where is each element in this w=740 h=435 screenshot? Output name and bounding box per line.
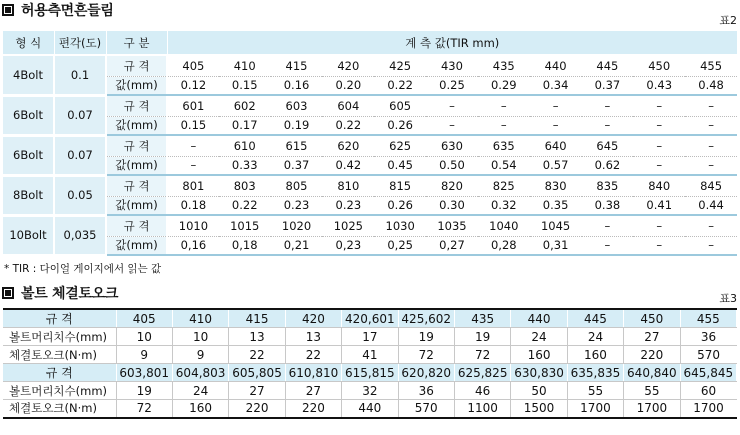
value-cell: 0.34	[530, 76, 582, 95]
row-label-torque: 체결토오크(N·m)	[3, 400, 116, 418]
table2-head-size-row	[3, 382, 737, 400]
value-cell: 0.43	[633, 76, 685, 95]
spec-cell: 815	[374, 175, 426, 196]
spec-cell: –	[633, 95, 685, 116]
value-cell: –	[633, 236, 685, 255]
spec-cell: 605,805	[229, 364, 285, 382]
spec-cell: 603,801	[116, 364, 172, 382]
spec-cell: –	[685, 95, 737, 116]
table1-body	[3, 55, 737, 255]
torque-cell: 9	[116, 346, 172, 364]
head-cell: 19	[454, 328, 510, 346]
torque-cell: 72	[398, 346, 454, 364]
row-label-spec: 규 격	[106, 175, 167, 196]
torque-cell: 220	[285, 400, 341, 418]
spec-cell: 601	[167, 95, 219, 116]
value-cell: 0.23	[322, 196, 374, 215]
head-cell: 10	[172, 328, 228, 346]
spec-cell: 410	[172, 309, 228, 328]
spec-cell: 835	[582, 175, 634, 196]
row-label-spec: 규 격	[3, 364, 116, 382]
head-cell: 24	[511, 328, 567, 346]
table1-spec-row	[3, 215, 737, 236]
value-cell: 0,31	[530, 236, 582, 255]
torque-cell: 9	[172, 346, 228, 364]
head-cell: 27	[285, 382, 341, 400]
spec-cell: 610	[219, 135, 271, 156]
spec-cell: 625	[374, 135, 426, 156]
spec-cell: 645,845	[680, 364, 736, 382]
torque-cell: 22	[229, 346, 285, 364]
table1-spec-row	[3, 135, 737, 156]
head-cell: 36	[398, 382, 454, 400]
square-bullet-icon	[2, 287, 14, 299]
value-cell: 0,21	[271, 236, 323, 255]
square-bullet-icon	[2, 4, 14, 16]
tilt-angle-cell: 0.07	[54, 95, 106, 135]
spec-cell: 620,820	[398, 364, 454, 382]
value-cell: –	[530, 116, 582, 135]
value-cell: 0.37	[582, 76, 634, 95]
head-cell: 50	[511, 382, 567, 400]
value-cell: 0,27	[426, 236, 478, 255]
value-cell: 0.15	[167, 116, 219, 135]
value-cell: –	[633, 156, 685, 175]
spec-cell: 440	[530, 55, 582, 76]
table2-head-size-row	[3, 328, 737, 346]
row-label-value: 값(mm)	[106, 76, 167, 95]
head-cell: 60	[680, 382, 736, 400]
tilt-angle-cell: 0,035	[54, 215, 106, 255]
spec-cell: 645	[582, 135, 634, 156]
spec-cell: –	[685, 135, 737, 156]
head-cell: 17	[342, 328, 398, 346]
spec-cell: 1015	[219, 215, 271, 236]
value-cell: –	[582, 236, 634, 255]
spec-cell: 1045	[530, 215, 582, 236]
spec-cell: 450	[624, 309, 680, 328]
value-cell: 0.15	[219, 76, 271, 95]
spec-cell: 640,840	[624, 364, 680, 382]
value-cell: 0.25	[426, 76, 478, 95]
value-cell: 0.50	[426, 156, 478, 175]
spec-cell: 1030	[374, 215, 426, 236]
torque-cell: 440	[342, 400, 398, 418]
tir-measurement-table	[3, 31, 737, 257]
head-cell: 24	[567, 328, 623, 346]
bolt-type-cell: 4Bolt	[3, 55, 54, 95]
value-cell: 0,25	[374, 236, 426, 255]
header-type: 형 식	[3, 31, 54, 55]
row-label-spec: 규 격	[3, 309, 116, 328]
spec-cell: –	[633, 215, 685, 236]
torque-cell: 570	[398, 400, 454, 418]
torque-cell: 160	[567, 346, 623, 364]
table1-value-row	[3, 236, 737, 255]
torque-cell: 570	[680, 346, 736, 364]
header-tilt: 편각(도)	[54, 31, 106, 55]
value-cell: 0.23	[271, 196, 323, 215]
tilt-angle-cell: 0.1	[54, 55, 106, 95]
row-label-value: 값(mm)	[106, 196, 167, 215]
spec-cell: 450	[633, 55, 685, 76]
spec-cell: 410	[219, 55, 271, 76]
value-cell: 0.12	[167, 76, 219, 95]
value-cell: 0.54	[478, 156, 530, 175]
spec-cell: 830	[530, 175, 582, 196]
row-label-head: 볼트머리치수(mm)	[3, 382, 116, 400]
spec-cell: 455	[685, 55, 737, 76]
table2-body	[3, 309, 737, 418]
head-cell: 13	[285, 328, 341, 346]
tilt-angle-cell: 0.05	[54, 175, 106, 215]
value-cell: 0.48	[685, 76, 737, 95]
table2-number: 표3	[719, 292, 737, 305]
torque-cell: 1700	[624, 400, 680, 418]
value-cell: –	[167, 156, 219, 175]
head-cell: 36	[680, 328, 736, 346]
head-cell: 19	[398, 328, 454, 346]
spec-cell: –	[582, 95, 634, 116]
spec-cell: –	[530, 95, 582, 116]
value-cell: 0.45	[374, 156, 426, 175]
value-cell: 0.62	[582, 156, 634, 175]
spec-cell: 605	[374, 95, 426, 116]
spec-cell: 1020	[271, 215, 323, 236]
tir-note: * TIR : 다이얼 게이지에서 읽는 값	[4, 263, 162, 275]
value-cell: 0.16	[271, 76, 323, 95]
bolt-type-cell: 8Bolt	[3, 175, 54, 215]
spec-cell: 415	[271, 55, 323, 76]
head-cell: 10	[116, 328, 172, 346]
value-cell: 0.57	[530, 156, 582, 175]
head-cell: 27	[624, 328, 680, 346]
value-cell: –	[426, 116, 478, 135]
torque-cell: 22	[285, 346, 341, 364]
table1-spec-row	[3, 55, 737, 76]
spec-cell: 455	[680, 309, 736, 328]
spec-cell: 430	[426, 55, 478, 76]
spec-cell: 602	[219, 95, 271, 116]
spec-cell: 625,825	[454, 364, 510, 382]
row-label-head: 볼트머리치수(mm)	[3, 328, 116, 346]
value-cell: 0.38	[582, 196, 634, 215]
spec-cell: 810	[322, 175, 374, 196]
value-cell: 0.44	[685, 196, 737, 215]
spec-cell: 805	[271, 175, 323, 196]
torque-cell: 72	[116, 400, 172, 418]
value-cell: 0.17	[219, 116, 271, 135]
spec-cell: 1010	[167, 215, 219, 236]
spec-cell: 803	[219, 175, 271, 196]
spec-cell: 435	[454, 309, 510, 328]
row-label-spec: 규 격	[106, 135, 167, 156]
header-division: 구 분	[106, 31, 167, 55]
value-cell: –	[582, 116, 634, 135]
row-label-value: 값(mm)	[106, 116, 167, 135]
table1-value-row	[3, 156, 737, 175]
value-cell: 0.30	[426, 196, 478, 215]
spec-cell: 635	[478, 135, 530, 156]
torque-cell: 220	[229, 400, 285, 418]
table1-value-row	[3, 76, 737, 95]
spec-cell: 630,830	[511, 364, 567, 382]
head-cell: 55	[567, 382, 623, 400]
bolt-type-cell: 10Bolt	[3, 215, 54, 255]
table2-torque-row	[3, 400, 737, 418]
value-cell: 0,16	[167, 236, 219, 255]
table1-spec-row	[3, 95, 737, 116]
spec-cell: 1040	[478, 215, 530, 236]
spec-cell: 840	[633, 175, 685, 196]
head-cell: 27	[229, 382, 285, 400]
bolt-torque-table	[3, 308, 737, 419]
table1-value-row	[3, 196, 737, 215]
value-cell: 0.26	[374, 116, 426, 135]
value-cell: –	[685, 156, 737, 175]
spec-cell: 603	[271, 95, 323, 116]
row-label-spec: 규 격	[106, 55, 167, 76]
spec-cell: –	[582, 215, 634, 236]
spec-cell: 604	[322, 95, 374, 116]
torque-cell: 1500	[511, 400, 567, 418]
spec-cell: 820	[426, 175, 478, 196]
value-cell: 0.22	[322, 116, 374, 135]
table1-number: 표2	[719, 14, 737, 27]
value-cell: 0.32	[478, 196, 530, 215]
row-label-value: 값(mm)	[106, 236, 167, 255]
spec-cell: 635,835	[567, 364, 623, 382]
spec-cell: 440	[511, 309, 567, 328]
section1-title-text: 허용측면흔들림	[21, 3, 114, 19]
value-cell: –	[478, 116, 530, 135]
table1-value-row	[3, 116, 737, 135]
spec-cell: 445	[582, 55, 634, 76]
spec-cell: 610,810	[285, 364, 341, 382]
value-cell: 0,28	[478, 236, 530, 255]
torque-cell: 41	[342, 346, 398, 364]
value-cell: 0.18	[167, 196, 219, 215]
spec-cell: 1025	[322, 215, 374, 236]
torque-cell: 1700	[680, 400, 736, 418]
spec-cell: 405	[167, 55, 219, 76]
tilt-angle-cell: 0.07	[54, 135, 106, 175]
table1-spec-row	[3, 175, 737, 196]
spec-cell: –	[167, 135, 219, 156]
spec-cell: 615	[271, 135, 323, 156]
row-label-value: 값(mm)	[106, 156, 167, 175]
spec-cell: 1035	[426, 215, 478, 236]
spec-cell: 445	[567, 309, 623, 328]
spec-cell: –	[478, 95, 530, 116]
spec-cell: 615,815	[342, 364, 398, 382]
header-measure: 계 측 값(TIR mm)	[167, 31, 737, 55]
value-cell: 0,23	[322, 236, 374, 255]
value-cell: –	[685, 116, 737, 135]
spec-cell: –	[633, 135, 685, 156]
value-cell: –	[633, 116, 685, 135]
spec-cell: 630	[426, 135, 478, 156]
section2-title	[2, 283, 118, 303]
value-cell: 0.19	[271, 116, 323, 135]
head-cell: 55	[624, 382, 680, 400]
torque-cell: 220	[624, 346, 680, 364]
head-cell: 46	[454, 382, 510, 400]
value-cell: 0.26	[374, 196, 426, 215]
value-cell: 0.22	[219, 196, 271, 215]
spec-cell: 420,601	[342, 309, 398, 328]
value-cell: 0.33	[219, 156, 271, 175]
spec-cell: 415	[229, 309, 285, 328]
torque-cell: 160	[511, 346, 567, 364]
spec-cell: –	[426, 95, 478, 116]
torque-cell: 72	[454, 346, 510, 364]
table2-torque-row	[3, 346, 737, 364]
head-cell: 13	[229, 328, 285, 346]
head-cell: 19	[116, 382, 172, 400]
spec-cell: 604,803	[172, 364, 228, 382]
spec-cell: 435	[478, 55, 530, 76]
table1-header-row	[3, 31, 737, 55]
table2-spec-row	[3, 364, 737, 382]
value-cell: 0.29	[478, 76, 530, 95]
table2-spec-row	[3, 309, 737, 328]
torque-cell: 160	[172, 400, 228, 418]
section2-title-text: 볼트 체결토오크	[21, 286, 119, 302]
torque-cell: 1100	[454, 400, 510, 418]
spec-cell: 405	[116, 309, 172, 328]
spec-cell: 420	[285, 309, 341, 328]
bolt-type-cell: 6Bolt	[3, 135, 54, 175]
spec-cell: 420	[322, 55, 374, 76]
spec-cell: 825	[478, 175, 530, 196]
spec-cell: 620	[322, 135, 374, 156]
torque-cell: 1700	[567, 400, 623, 418]
spec-cell: 640	[530, 135, 582, 156]
value-cell: 0.20	[322, 76, 374, 95]
value-cell: 0.22	[374, 76, 426, 95]
bolt-type-cell: 6Bolt	[3, 95, 54, 135]
value-cell: 0.37	[271, 156, 323, 175]
value-cell: –	[685, 236, 737, 255]
head-cell: 32	[342, 382, 398, 400]
head-cell: 24	[172, 382, 228, 400]
row-label-spec: 규 격	[106, 95, 167, 116]
value-cell: 0.42	[322, 156, 374, 175]
row-label-torque: 체결토오크(N·m)	[3, 346, 116, 364]
value-cell: 0.41	[633, 196, 685, 215]
section1-title	[2, 0, 114, 20]
value-cell: 0.35	[530, 196, 582, 215]
row-label-spec: 규 격	[106, 215, 167, 236]
spec-cell: 425	[374, 55, 426, 76]
spec-cell: 425,602	[398, 309, 454, 328]
spec-cell: –	[685, 215, 737, 236]
value-cell: 0,18	[219, 236, 271, 255]
spec-cell: 845	[685, 175, 737, 196]
spec-cell: 801	[167, 175, 219, 196]
